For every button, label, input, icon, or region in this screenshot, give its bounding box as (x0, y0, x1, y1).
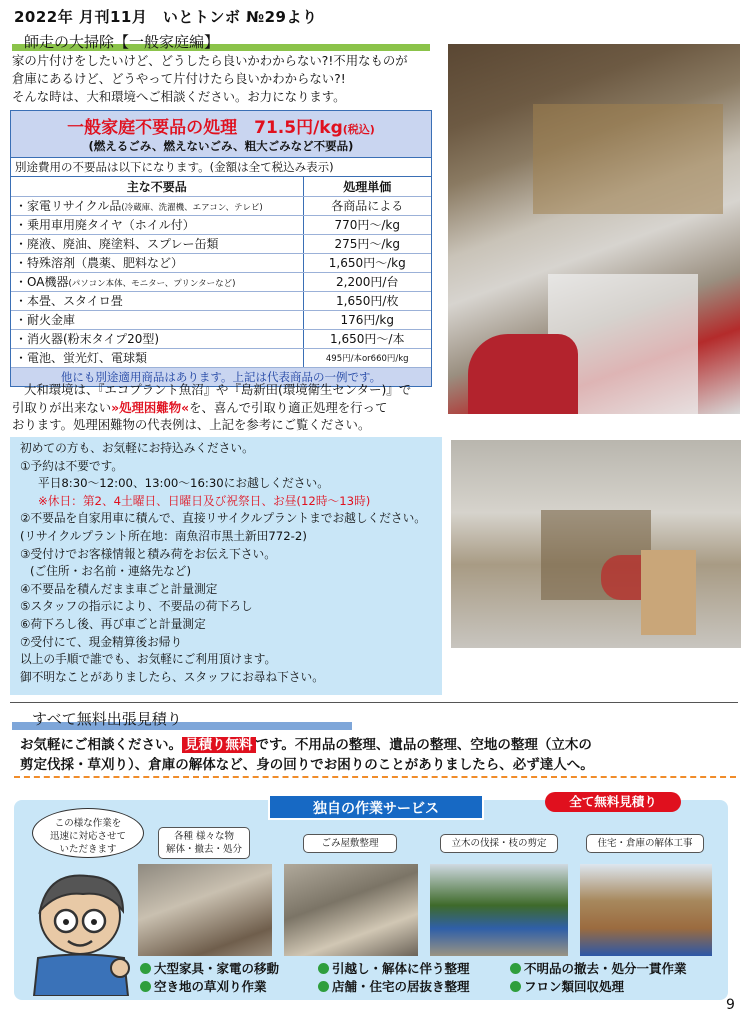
disposal-photo (138, 864, 272, 956)
bullet-icon (140, 981, 151, 992)
price-footer: 他にも別途適用商品はあります。上記は代表商品の一例です。 (11, 368, 431, 386)
free-estimate-badge: 見積り無料 (182, 737, 256, 753)
garage-items-photo (451, 440, 741, 648)
demolition-photo (580, 864, 712, 956)
list-item: 引越し・解体に伴う整理 (318, 960, 470, 978)
list-item: フロン類回収処理 (510, 978, 624, 996)
table-row: ・乗用車用廃タイヤ（ホイル付） 770円～/kg (11, 215, 431, 234)
bullet-icon (510, 963, 521, 974)
table-row: ・特殊溶剤（農薬、肥料など） 1,650円～/kg (11, 253, 431, 272)
bullet-icon (318, 963, 329, 974)
mascot-illustration (28, 866, 138, 996)
newsletter-header: 2022年 月刊11月 いとトンボ №29より (14, 8, 318, 26)
card-label-demolition: 住宅・倉庫の解体工事 (586, 834, 704, 853)
list-item: 不明品の撤去・処分一貫作業 (510, 960, 687, 978)
price-note: 別途費用の不要品は以下になります。(金額は全て税込み表示) (11, 158, 431, 177)
speech-bubble: この様な作業を 迅速に対応させて いただきます (32, 808, 144, 858)
price-list (11, 177, 431, 368)
bullet-icon (140, 963, 151, 974)
card-label-tree: 立木の伐採・枝の剪定 (440, 834, 558, 853)
cluttered-shed-photo (448, 44, 740, 414)
table-row: ・廃液、廃油、廃塗料、スプレー缶類 275円～/kg (11, 234, 431, 253)
table-header-row: 主な不要品 処理単価 (11, 177, 431, 196)
table-row: ・耐火金庫 176円/kg (11, 310, 431, 329)
table-row: ・本畳、スタイロ畳 1,650円/枚 (11, 291, 431, 310)
page-number: 9 (726, 997, 735, 1013)
drop-off-steps: 初めての方も、お気軽にお持込みください。 ①予約は不要です。 平日8:30～12:00、13:00～16:30にお越しください。 ※休日：第2、4土曜日、日曜日及び祝祭日、お昼(12時～13時) ②不要品を自家用車に積んで、直接リサイクルプラントまでお越しください。 (リサイクルプラント所在地：南魚沼市黒土新田772-2) ③受付けでお客様情報と積み荷をお伝え下さい。 (ご住所・お名前・連絡先など) ④不要品を積んだまま車ごと計量測定 ⑤スタッフの指示により、不要品の荷下ろし ⑥荷下ろし後、再び車ごと計量測定 ⑦受付にて、現金精算後お帰り 以上の手順で誰でも、お気軽にご利用頂けます。 御不明なことがありましたら、スタッフにお尋ね下さい。 (10, 437, 442, 695)
estimate-text: お気軽にご相談ください。 見積り無料 です。不用品の整理、遺品の整理、空地の整理（立木の 剪定伐採・草刈り）、倉庫の解体など、身の回りでお困りのことがありましたら、必ず達人へ。 (20, 737, 594, 773)
table-row: ・家電リサイクル品(冷蔵庫、洗濯機、エアコン、テレビ) 各商品による (11, 196, 431, 215)
dashed-divider (14, 776, 736, 778)
card-label-hoarder: ごみ屋敷整理 (303, 834, 397, 853)
table-row: ・電池、蛍光灯、電球類 495円/本or660円/kg (11, 348, 431, 367)
intro-text: 家の片付けをしたいけど、どうしたら良いかわからない?!不用なものが 倉庫にあるけど、どうやって片付けたら良いかわからない?! そんな時は、大和環境へご相談ください。お力になります。 (12, 53, 408, 104)
divider (10, 702, 738, 703)
bullet-icon (510, 981, 521, 992)
price-table (10, 110, 432, 387)
services-title: 独自の作業サービス (268, 794, 484, 820)
section-title-cleaning: 師走の大掃除【一般家庭編】 (12, 31, 430, 51)
list-item: 空き地の草刈り作業 (140, 978, 267, 996)
hoarder-cleanup-photo (284, 864, 418, 956)
list-item: 大型家具・家電の移動 (140, 960, 279, 978)
table-row: ・消火器(粉末タイプ20型) 1,650円～/本 (11, 329, 431, 348)
free-estimate-label: 全て無料見積り (545, 792, 681, 812)
card-label-disposal: 各種 様々な物 解体・撤去・処分 (158, 827, 250, 859)
tree-cutting-photo (430, 864, 568, 956)
section-title-estimate: すべて無料出張見積り (12, 708, 432, 732)
list-item: 店舗・住宅の居抜き整理 (318, 978, 470, 996)
bullet-icon (318, 981, 329, 992)
table-row: ・OA機器(パソコン本体、モニター、プリンターなど) 2,200円/台 (11, 272, 431, 291)
difficult-items-paragraph: 大和環境は、『エコプラント魚沼』や『島新田(環境衛生センター)』で 引取りが出来ない»処理困難物«を、喜んで引取り適正処理を行って おります。処理困難物の代表例は、上記を参考にご覧ください。 (12, 382, 412, 432)
price-headline: 一般家庭不要品の処理 71.5円/kg(税込) (燃えるごみ、燃えないごみ、粗大ごみなど不要品) (11, 111, 431, 158)
